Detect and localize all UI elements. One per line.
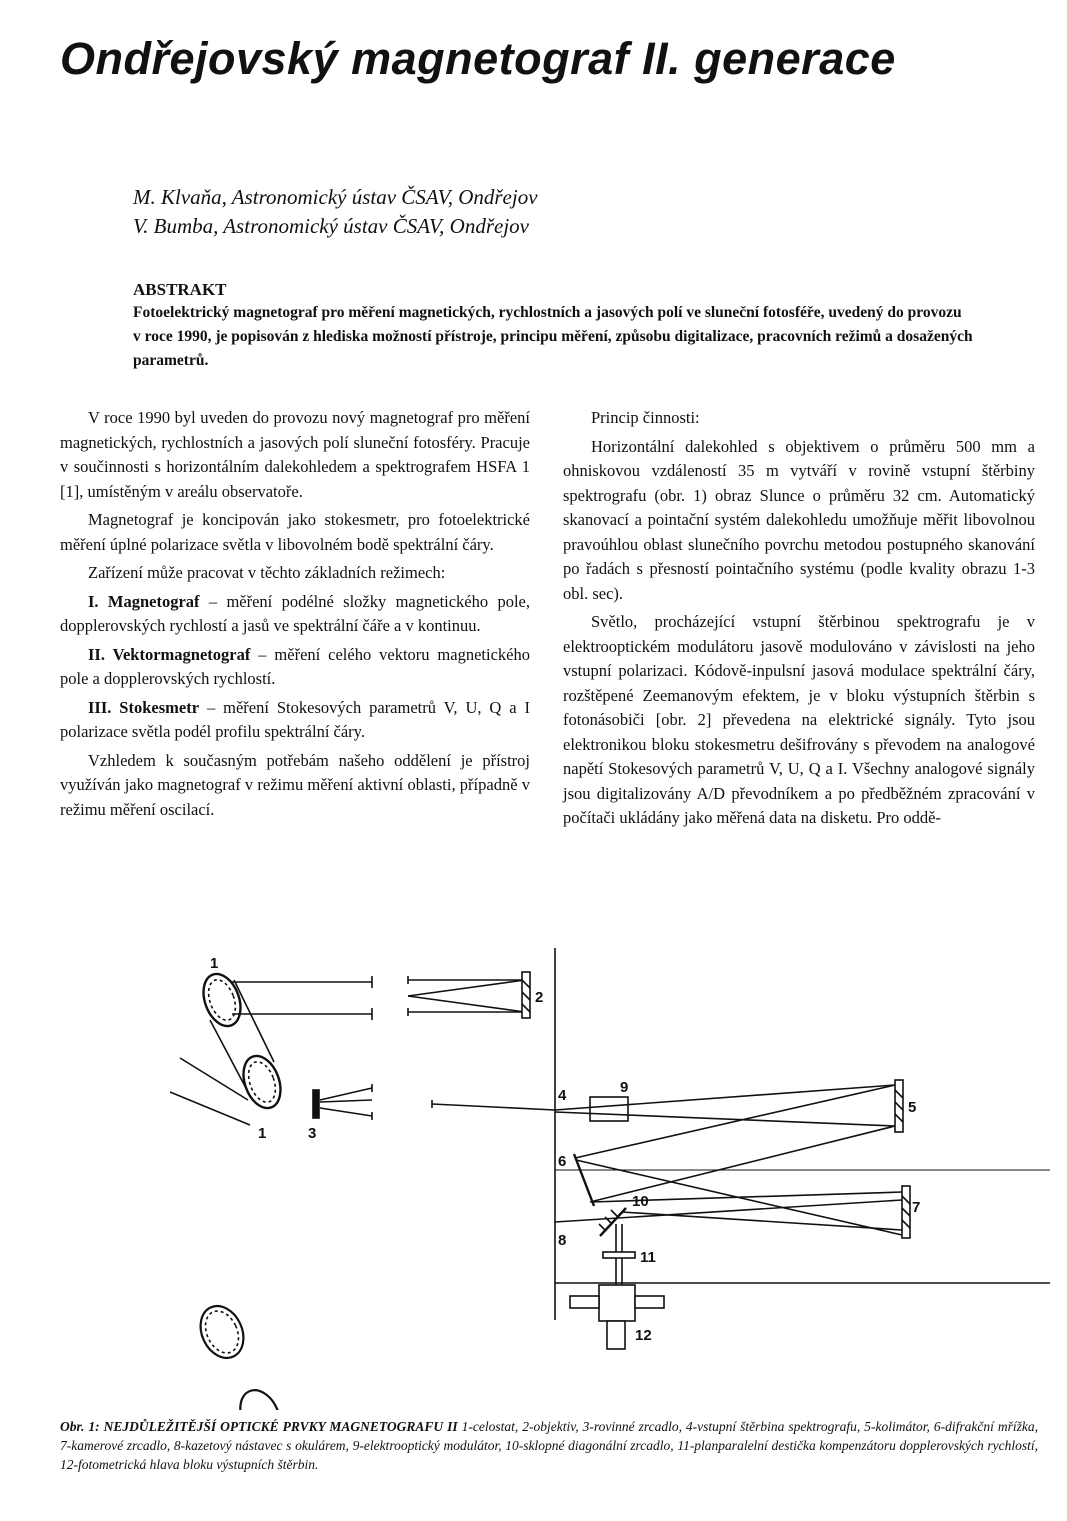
label-10: 10 (632, 1193, 649, 1210)
authors (133, 183, 538, 241)
mode-label: II. Vektormagnetograf (88, 644, 251, 664)
paragraph: Vzhledem k současným potřebám našeho oddělení je přístroj využíván jako magnetograf v režimu měření aktivní oblasti, případně v režimu měření oscilací. (60, 750, 530, 819)
paragraph: Zařízení může pracovat v těchto základních režimech: (88, 563, 446, 582)
head-stem (607, 1321, 625, 1349)
abstract-text: Fotoelektrický magnetograf pro měření magnetických, rychlostních a jasových polí ve sluneční fotosféře, uvedený do provozu v roce 1990, je popisován z hlediska možností přístroje, principu měření, způsobu digitalizace, pracovních režimů a dosažených parametrů. (133, 304, 973, 369)
caption-prefix: Obr. 1: NEJDŮLEŽITĚJŠÍ OPTICKÉ PRVKY MAGNETOGRAFU II (60, 1419, 458, 1434)
mode-text: – měření podélné složky magnetického pole, dopplerovských rychlostí a jasů ve spektrální čáře a v kontinuu. (60, 591, 531, 635)
mode-label: III. Stokesmetr (88, 697, 200, 717)
coelostat-mirror-2 (233, 1384, 288, 1410)
paragraph: Světlo, procházející vstupní štěrbinou spektrografu je v elektrooptickém modulátoru jasově modulováno v závislosti na jeho vstupní polarizaci. Kódově-inpulsní jasová modulace spektrální čáry, rozštěpené Zeemanovým efektem, je v bloku výstupních štěrbin s fotonásobiči [obr. 2] převedena na elektrické signály. Tyto jsou elektronikou bloku stokesmetru dešifrovány s převodem na analogové napětí Stokesových parametrů V, U, Q a I. Všechny analogové signály jsou digitalizovány A/D převodníkem a po předběžném zpracování v počítači ukládány jako měřená data na disketu. Pro oddě- (563, 612, 1035, 827)
beam (320, 1100, 372, 1102)
label-9: 9 (620, 1079, 629, 1096)
label-12: 12 (635, 1327, 652, 1344)
beam (590, 1126, 895, 1202)
beam (320, 1108, 372, 1116)
planparallel-plate (603, 1252, 635, 1258)
beam (210, 1020, 248, 1092)
beam (408, 980, 525, 996)
label-3: 3 (308, 1125, 317, 1142)
optical-diagram (150, 940, 1050, 1410)
abstract (133, 279, 973, 373)
paragraph: Magnetograf je koncipován jako stokesmetr, pro fotoelektrické měření úplné polarizace světla v libovolném bodě spektrální čáry. (60, 510, 530, 554)
head-arm-right (635, 1296, 664, 1308)
mode-text: – měření celého vektoru magnetického pole a dopplerovských rychlostí. (60, 644, 530, 688)
incoming-beam (180, 1058, 248, 1100)
photometric-head (599, 1285, 635, 1321)
label-2: 2 (535, 989, 544, 1006)
label-7: 7 (912, 1199, 921, 1216)
mode-label: I. Magnetograf (88, 591, 200, 611)
label-5: 5 (908, 1099, 917, 1116)
coelostat-mirror-upper (197, 969, 247, 1031)
beam (320, 1088, 372, 1100)
author-2: V. Bumba, Astronomický ústav ČSAV, Ondřejov (133, 214, 529, 238)
coelostat-mirror-1 (192, 1299, 251, 1365)
coelostat-mirror-1-inner (199, 1306, 245, 1359)
section-heading: Princip činnosti: (591, 408, 700, 427)
left-column (60, 406, 530, 826)
coelostat-mirror-lower-inner (244, 1058, 281, 1106)
paragraph: V roce 1990 byl uveden do provozu nový magnetograf pro měření magnetických, rychlostních a jasových polí sluneční fotosféry. Pracuje v součinnosti s horizontálním dalekohledem a spektrografem HSFA 1 [1], umístěným v areálu observatoře. (60, 408, 530, 501)
electrooptic-modulator (590, 1097, 628, 1121)
mode-item (60, 696, 530, 745)
label-6: 6 (558, 1153, 567, 1170)
figure-caption (60, 1417, 1038, 1474)
article-title: Ondřejovský magnetograf II. generace (60, 33, 896, 84)
beam (622, 1212, 902, 1230)
label-11: 11 (640, 1249, 656, 1266)
beam (408, 996, 525, 1012)
caption-text: 1-celostat, 2-objektiv, 3-rovinné zrcadlo, 4-vstupní štěrbina spektrografu, 5-kolimátor, 6-difrakční mřížka, 7-kamerové zrcadlo, 8-kazetový nástavec s okulárem, 9-elektrooptický modulátor, 10-sklopné diagonální zrcadlo, 11-planparalelní destička kompenzátoru dopplerovských rychlostí, 12-fotometrická hlava bloku výstupních štěrbin. (60, 1419, 1038, 1472)
hatch (599, 1224, 605, 1230)
incoming-beam (170, 1092, 250, 1125)
label-8: 8 (558, 1232, 567, 1249)
label-1-lower: 1 (258, 1125, 267, 1142)
mode-item (60, 590, 530, 639)
hatch (611, 1210, 617, 1216)
author-1: M. Klvaňa, Astronomický ústav ČSAV, Ondřejov (133, 185, 538, 209)
mode-text: – měření Stokesových parametrů V, U, Q a I polarizace světla podél profilu spektrální čáry. (60, 697, 530, 741)
coelostat-mirror-lower (237, 1051, 287, 1113)
right-column (563, 406, 1035, 835)
label-4: 4 (558, 1087, 567, 1104)
head-arm-left (570, 1296, 599, 1308)
beam (432, 1104, 555, 1110)
beam (234, 980, 274, 1062)
paragraph: Horizontální dalekohled s objektivem o průměru 500 mm a ohniskovou vzdáleností 35 m vytváří v rovině vstupní štěrbiny spektrografu (obr. 1) obraz Slunce o průměru 32 cm. Automatický skanovací a pointační systém dalekohledu umožňuje měřit libovolnou pravoúhlou oblast slunečního povrchu metodou postupného skanování po řadách s přesností pointačního systému (podle kvality obrazu 1-3 obl. sec). (563, 436, 1035, 603)
abstract-heading: ABSTRAKT (133, 280, 227, 299)
label-1-upper: 1 (210, 955, 219, 972)
mode-item (60, 643, 530, 692)
flat-mirror (313, 1090, 319, 1118)
